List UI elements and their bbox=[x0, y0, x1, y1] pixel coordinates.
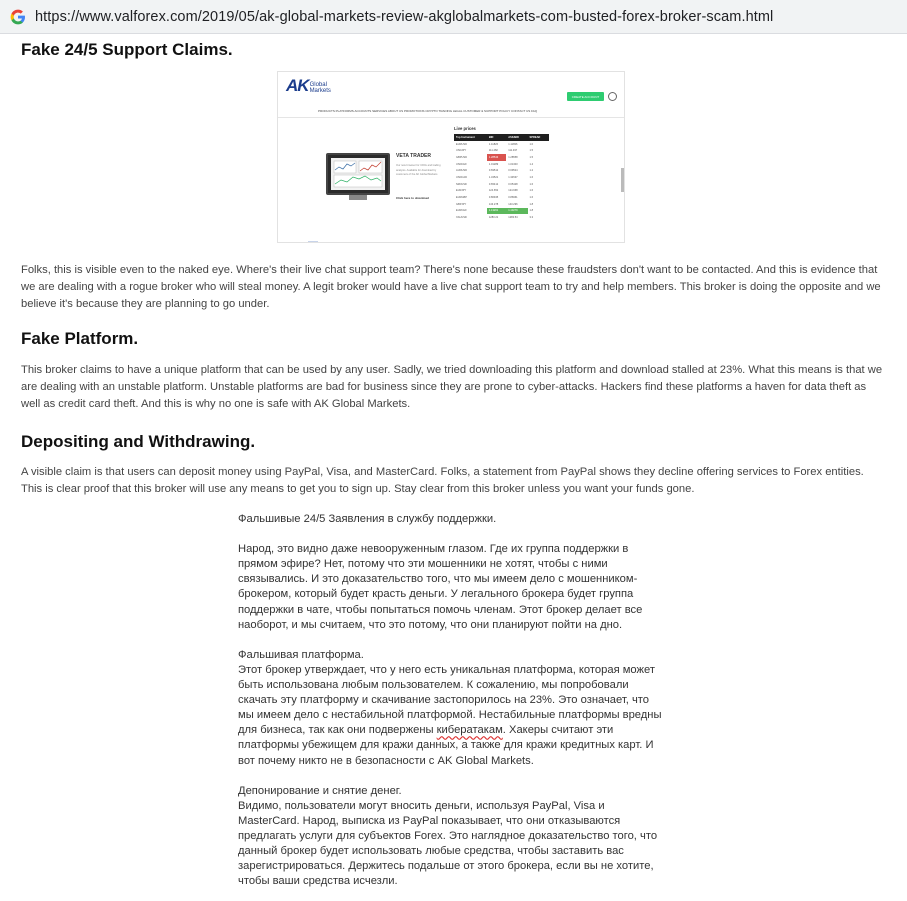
table-cell: 124.668 bbox=[508, 189, 518, 193]
table-cell: 1.4 bbox=[529, 162, 534, 166]
table-header-cell: ASK/BID bbox=[506, 134, 527, 141]
table-row bbox=[454, 188, 549, 195]
table-row bbox=[454, 147, 549, 154]
table-cell: 1283.54 bbox=[508, 216, 518, 220]
translation-line-text: Фальшивые 24/5 Заявления в службу поддержки. bbox=[238, 513, 497, 525]
paragraph-fake-platform: This broker claims to have a unique platform that can be used by any user. Sadly, we tried downloading this platform and download stalled at 23%. What this means is that we are dealing with an unstable platform. Unstable platforms are bad for business since they are prone to cyber-attacks. Hackers find these platforms a haven for data theft as well as credit card theft. And this is why no one is safe with AK Global Markets. bbox=[21, 364, 883, 410]
table-cell: AUDUSD bbox=[456, 169, 467, 173]
table-cell: USDCHF bbox=[456, 162, 467, 166]
table-row bbox=[454, 208, 549, 215]
table-row bbox=[454, 141, 549, 148]
table-cell: 143.296 bbox=[508, 202, 518, 206]
translation-line bbox=[238, 799, 668, 814]
table-cell: 1.11836 bbox=[508, 142, 518, 146]
translation-line bbox=[238, 859, 668, 874]
translation-line-text: . Хакеры считают эти bbox=[502, 724, 614, 737]
translation-line-text: связывались. И это доказательство того, что мы имеем дело с мошенником- bbox=[238, 573, 638, 586]
translation-line-text: платформы убежищем для кражи данных, а также для кражи кредитных карт. И bbox=[238, 739, 654, 752]
translation-line bbox=[238, 784, 668, 799]
table-header-cell: Top Instrument bbox=[454, 134, 487, 141]
table-cell: EURUSD bbox=[456, 142, 467, 146]
translation-line bbox=[238, 874, 668, 889]
translation-line bbox=[238, 723, 668, 738]
table-cell: USDCAD bbox=[456, 175, 467, 179]
translation-line bbox=[238, 542, 668, 557]
google-g-icon bbox=[10, 9, 26, 25]
translation-line bbox=[238, 678, 668, 693]
table-cell: 143.278 bbox=[488, 202, 499, 206]
translation-line-text: Видимо, пользователи могут вносить деньги, используя PayPal, Visa и bbox=[238, 799, 605, 812]
table-cell: 1.0 bbox=[529, 142, 534, 146]
table-header-cell: SPREAD bbox=[528, 134, 550, 141]
table-cell: 1.34521 bbox=[488, 175, 499, 179]
table-cell: 0.69524 bbox=[508, 169, 518, 173]
table-cell: 1.6 bbox=[529, 182, 534, 186]
table-cell: 1.6 bbox=[529, 175, 534, 179]
translation-line bbox=[238, 708, 668, 723]
decorative-bar bbox=[308, 241, 318, 243]
site-nav: PRODUCTS PLATFORMS ACCOUNTS SERVICES ABOUT US PROMOTIONS CRYPTO TRADING LEGAL CUSTOMER & SUPPORT POLICY CONTACT US FAQ bbox=[318, 109, 538, 113]
table-cell: 111.482 bbox=[488, 149, 498, 153]
translation-line bbox=[238, 829, 668, 844]
table-cell: 1.8 bbox=[529, 202, 534, 206]
table-cell: 1.11826 bbox=[488, 142, 499, 146]
table-row bbox=[454, 161, 549, 168]
table-cell: 1.6 bbox=[529, 196, 534, 200]
translation-line-text: предлагать услуги для субъектов Forex. Это наглядное доказательство того, что bbox=[238, 829, 658, 842]
table-cell: 1283.21 bbox=[488, 216, 499, 220]
table-cell: 0.65428 bbox=[508, 182, 518, 186]
table-cell: 0.86961 bbox=[508, 196, 518, 200]
translation-line-text: Депонирование и снятие денег. bbox=[238, 784, 402, 797]
translation-block bbox=[238, 512, 668, 889]
translation-line bbox=[238, 587, 668, 602]
translation-line bbox=[238, 663, 668, 678]
translation-line-text: Народ, это видно даже невооруженным глазом. Где их группа поддержки в bbox=[238, 543, 629, 556]
table-cell: EURCHF bbox=[456, 209, 467, 213]
translation-line bbox=[238, 557, 668, 572]
veta-trader-title: VETA TRADER bbox=[396, 153, 431, 159]
translation-line-text: наоборот, и мы считаем, что это потому, что они планируют пойти на дно. bbox=[238, 618, 623, 631]
translation-line bbox=[238, 693, 668, 708]
table-row bbox=[454, 174, 549, 181]
table-row bbox=[454, 181, 549, 188]
table-cell: 1.6 bbox=[529, 189, 534, 193]
translation-line bbox=[238, 738, 668, 753]
paragraph-fake-support: Folks, this is visible even to the naked eye. Where's their live chat support team? There's none because these fraudsters don't want to be contacted. And this is evidence that we are dealing with a rogue broker who will steal money. A legit broker would have a live chat support team to try and help members. This broker is doing the opposite and we believe it's because they are planning to go under. bbox=[21, 264, 881, 310]
table-row bbox=[454, 194, 549, 201]
table-cell: 1.5 bbox=[529, 155, 534, 159]
translation-line bbox=[238, 603, 668, 618]
translation-line-text: чтобы ваши средства исчезли. bbox=[238, 875, 398, 888]
table-cell: 1.8 bbox=[529, 209, 534, 213]
table-row bbox=[454, 214, 549, 221]
line-gap bbox=[238, 633, 668, 648]
table-cell: GBPUSD bbox=[456, 155, 467, 159]
monitor-stand bbox=[349, 195, 367, 200]
heading-fake-support: Fake 24/5 Support Claims. bbox=[21, 40, 233, 59]
translation-line bbox=[238, 572, 668, 587]
translation-line-text: Этот брокер утверждает, что у него есть уникальная платформа, которая может bbox=[238, 663, 655, 676]
table-cell: EURJPY bbox=[456, 189, 467, 193]
monitor-icon bbox=[326, 153, 390, 195]
misspelled-word: кибератакам bbox=[436, 724, 503, 737]
table-cell: 124.652 bbox=[488, 189, 499, 193]
embedded-website-screenshot bbox=[277, 71, 625, 243]
table-row bbox=[454, 154, 549, 161]
translation-line-text: MasterCard. Народ, выписка из PayPal показывает, что они отказываются bbox=[238, 814, 621, 827]
translation-line-text: для бизнеса, так как они подвержены bbox=[238, 724, 437, 737]
line-gap bbox=[238, 769, 668, 784]
translation-line-text: мы имеем дело с нестабильной платформой. Нестабильные платформы вредны bbox=[238, 709, 662, 722]
table-cell: 1.13279 bbox=[506, 208, 527, 215]
table-cell: 111.497 bbox=[508, 149, 518, 153]
translation-line-text: данный брокер будет использовать любые средства, чтобы заставить вас bbox=[238, 845, 624, 858]
table-cell: 1.13261 bbox=[487, 208, 506, 215]
translation-line-text: скачать эту платформу и скачивание застопорилось на 23%. Это означает, что bbox=[238, 694, 650, 707]
translation-line bbox=[238, 814, 668, 829]
table-row bbox=[454, 167, 549, 174]
translation-line bbox=[238, 512, 668, 527]
heading-fake-platform: Fake Platform. bbox=[21, 329, 139, 348]
table-cell: 1.28558 bbox=[508, 155, 518, 159]
address-bar[interactable] bbox=[0, 0, 907, 34]
live-prices-table bbox=[454, 134, 549, 221]
table-cell: EURGBP bbox=[456, 196, 467, 200]
table-cell: NZDUSD bbox=[456, 182, 467, 186]
table-cell: 1.34537 bbox=[508, 175, 518, 179]
table-cell: 1.01289 bbox=[488, 162, 499, 166]
url-text[interactable]: https://www.valforex.com/2019/05/ak-global-markets-review-akglobalmarkets-com-busted-forex-broker-scam.html bbox=[35, 8, 774, 25]
table-cell: 0.65412 bbox=[488, 182, 499, 186]
heading-depositing: Depositing and Withdrawing. bbox=[21, 432, 256, 451]
table-header-row bbox=[454, 134, 549, 141]
table-cell: 0.86945 bbox=[488, 196, 499, 200]
divider bbox=[278, 117, 624, 118]
scrollbar bbox=[621, 168, 624, 192]
translation-line bbox=[238, 844, 668, 859]
table-cell: 3.3 bbox=[529, 216, 534, 220]
user-icon bbox=[608, 92, 617, 101]
chart-thumbnail bbox=[331, 158, 385, 190]
ak-logo: AK Global Markets bbox=[286, 76, 331, 95]
table-cell: 1.2 bbox=[529, 169, 534, 173]
translation-line-text: прямом эфире? Нет, потому что эти мошенники не хотят, чтобы с ними bbox=[238, 558, 608, 571]
veta-download-link: Click here to download bbox=[396, 196, 429, 200]
table-cell: 0.69512 bbox=[488, 169, 499, 173]
translation-line-text: Фальшивая платформа. bbox=[238, 648, 364, 661]
table-cell: 1.5 bbox=[529, 149, 534, 153]
table-cell: XAUUSD bbox=[456, 216, 467, 220]
translation-line-text: поддержки в чате, чтобы попытаться помочь членам. Этот брокер делает все bbox=[238, 603, 643, 616]
translation-line bbox=[238, 648, 668, 663]
translation-line-text: брокером, который будет красть деньги. У легального брокера будет группа bbox=[238, 588, 634, 601]
table-header-cell: BID bbox=[487, 134, 506, 141]
translation-line bbox=[238, 754, 668, 769]
table-row bbox=[454, 201, 549, 208]
translation-line-text: зарегистрироваться. Держитесь подальше от этого брокера, если вы не хотите, bbox=[238, 860, 654, 873]
live-prices-title: Live prices bbox=[454, 126, 476, 131]
line-gap bbox=[238, 527, 668, 542]
translation-line-text: вот почему никто не в безопасности с AK Global Markets. bbox=[238, 754, 534, 767]
translation-line-text: быть использована любым пользователем. К сожалению, мы попробовали bbox=[238, 679, 629, 692]
paragraph-depositing: A visible claim is that users can deposit money using PayPal, Visa, and MasterCard. Folks, a statement from PayPal shows they decline offering services to Forex entities. This is clear proof that this broker will use any means to get you to sign up. Stay clear from this broker unless you want your funds gone. bbox=[21, 466, 864, 495]
veta-trader-description: Our new browser for CFDs and trading analysis. Available for download by customers of the AK Global Markets bbox=[396, 164, 441, 177]
translation-line bbox=[238, 618, 668, 633]
table-cell: 1.28543 bbox=[487, 154, 506, 161]
table-cell: GBPJPY bbox=[456, 202, 467, 206]
create-account-button: CREATE ACCOUNT bbox=[567, 92, 604, 101]
table-cell: USDJPY bbox=[456, 149, 467, 153]
table-cell: 1.01303 bbox=[508, 162, 518, 166]
